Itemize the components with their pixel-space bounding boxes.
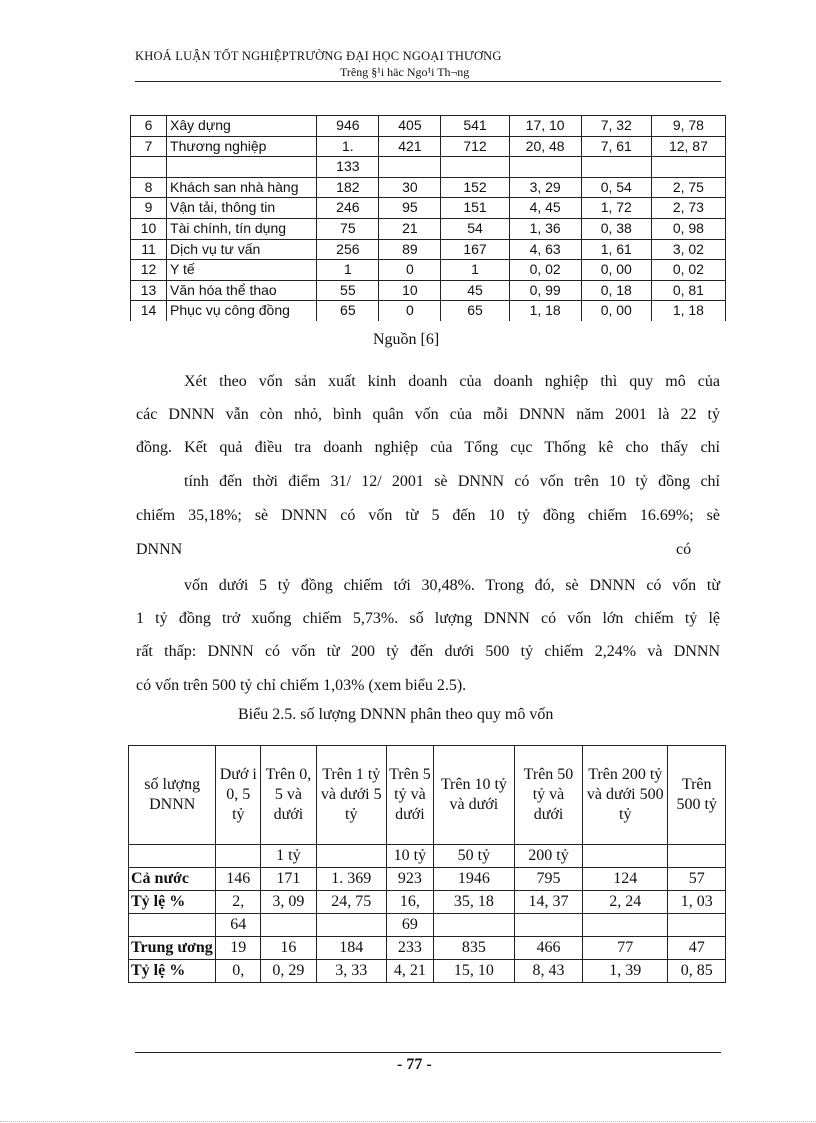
table-cell: 3, 09 bbox=[261, 891, 316, 914]
table-cell: 0, 81 bbox=[651, 280, 725, 301]
table-cell: 124 bbox=[583, 868, 668, 891]
table-cell: 0, 38 bbox=[581, 218, 651, 239]
column-subheader bbox=[668, 845, 726, 868]
table-cell: 256 bbox=[317, 239, 379, 260]
table-cell: 1, 36 bbox=[509, 218, 581, 239]
table-cell: 8, 43 bbox=[514, 960, 582, 983]
table-row bbox=[131, 280, 726, 301]
table-cell: 12 bbox=[131, 260, 167, 281]
table-cell: Dịch vụ tư vấn bbox=[167, 239, 317, 260]
table-cell: 65 bbox=[441, 301, 509, 321]
table-row bbox=[131, 136, 726, 157]
column-header: Trên 50 tỷ và dưới bbox=[514, 746, 582, 845]
table-cell: 19 bbox=[216, 937, 261, 960]
table-cell: 0 bbox=[379, 260, 441, 281]
table-cell: 184 bbox=[316, 937, 386, 960]
table-cell: 54 bbox=[441, 218, 509, 239]
table-cell: 0 bbox=[379, 301, 441, 321]
page-number: - 77 - bbox=[397, 1056, 432, 1073]
table-cell: 3, 02 bbox=[651, 239, 725, 260]
table-row bbox=[131, 157, 726, 178]
table-cell bbox=[509, 157, 581, 178]
table-cell: 0, 29 bbox=[261, 960, 316, 983]
table-cell: 182 bbox=[317, 177, 379, 198]
table-cell: 2, 75 bbox=[651, 177, 725, 198]
column-subheader: 50 tỷ bbox=[433, 845, 514, 868]
paragraph-line: DNNN bbox=[136, 541, 183, 558]
table-cell: 405 bbox=[379, 116, 441, 137]
table-cell: 21 bbox=[379, 218, 441, 239]
table-cell: 95 bbox=[379, 198, 441, 219]
column-subheader bbox=[129, 845, 216, 868]
table-cell: Văn hóa thể thao bbox=[167, 280, 317, 301]
table-cell bbox=[167, 157, 317, 178]
column-header: Trên 10 tỷ và dưới bbox=[433, 746, 514, 845]
table-cell: 171 bbox=[261, 868, 316, 891]
table-cell: 1, 72 bbox=[581, 198, 651, 219]
table-cell: Khách san nhà hàng bbox=[167, 177, 317, 198]
table-cell: 45 bbox=[441, 280, 509, 301]
table-cell: 57 bbox=[668, 868, 726, 891]
column-header: Trên 0, 5 và dưới bbox=[261, 746, 316, 845]
table-cell: 1, 18 bbox=[509, 301, 581, 321]
table-cell: Tỷ lệ % bbox=[129, 960, 216, 983]
table-cell: 6 bbox=[131, 116, 167, 137]
paragraph-line: chiếm 35,18%; sè DNNN có vốn từ 5 đến 10 tỷ đồng chiếm 16.69%; sè bbox=[136, 507, 720, 524]
table-cell: 1, 39 bbox=[583, 960, 668, 983]
table-cell: 0, 99 bbox=[509, 280, 581, 301]
paragraph-line: vốn dưới 5 tỷ đồng chiếm tới 30,48%. Trong đó, sè DNNN có vốn từ bbox=[184, 577, 720, 594]
table-cell bbox=[433, 914, 514, 937]
table-cell: 2, bbox=[216, 891, 261, 914]
table-cell: 20, 48 bbox=[509, 136, 581, 157]
table-cell: 152 bbox=[441, 177, 509, 198]
table-cell: 1946 bbox=[433, 868, 514, 891]
table-row bbox=[129, 960, 726, 983]
table-cell: 712 bbox=[441, 136, 509, 157]
table-caption: Biểu 2.5. số lượng DNNN phân theo quy mô vốn bbox=[238, 706, 554, 723]
column-header: Trên 5 tỷ và dưới bbox=[386, 746, 433, 845]
table-cell: 30 bbox=[379, 177, 441, 198]
paragraph-line: có bbox=[676, 541, 692, 558]
table-row bbox=[131, 198, 726, 219]
table-cell: 2, 24 bbox=[583, 891, 668, 914]
paragraph-line: đồng. Kết quả điều tra doanh nghiệp của Tổng cục Thống kê cho thấy chỉ bbox=[136, 439, 720, 456]
table-cell: 133 bbox=[317, 157, 379, 178]
table-cell: 233 bbox=[386, 937, 433, 960]
table-cell: 11 bbox=[131, 239, 167, 260]
table-subheader-row bbox=[129, 845, 726, 868]
table-cell: 795 bbox=[514, 868, 582, 891]
column-header: Trên 500 tỷ bbox=[668, 746, 726, 845]
table-row bbox=[129, 914, 726, 937]
paragraph-line: tính đến thời điểm 31/ 12/ 2001 sè DNNN có vốn trên 10 tỷ đồng chỉ bbox=[184, 473, 720, 490]
table-cell: 4, 45 bbox=[509, 198, 581, 219]
table-cell: 10 bbox=[379, 280, 441, 301]
table-cell bbox=[129, 914, 216, 937]
table-cell bbox=[441, 157, 509, 178]
table-cell bbox=[316, 914, 386, 937]
table-cell: 1, 61 bbox=[581, 239, 651, 260]
table-cell: Cả nước bbox=[129, 868, 216, 891]
table-cell: 47 bbox=[668, 937, 726, 960]
column-subheader: 200 tỷ bbox=[514, 845, 582, 868]
paragraph-line: các DNNN vẫn còn nhỏ, bình quân vốn của mỗi DNNN năm 2001 là 22 tỷ bbox=[136, 406, 720, 423]
table-cell: 15, 10 bbox=[433, 960, 514, 983]
capital-scale-table bbox=[128, 745, 726, 983]
table-cell bbox=[131, 157, 167, 178]
table-cell: 0, 98 bbox=[651, 218, 725, 239]
table-cell: 1. bbox=[317, 136, 379, 157]
table-cell: 0, 54 bbox=[581, 177, 651, 198]
table-cell: 0, 00 bbox=[581, 301, 651, 321]
table-row bbox=[131, 301, 726, 321]
table-cell: 77 bbox=[583, 937, 668, 960]
table-cell: 0, 02 bbox=[651, 260, 725, 281]
table-cell: Xây dựng bbox=[167, 116, 317, 137]
footer-divider bbox=[135, 1052, 721, 1053]
table-row bbox=[131, 177, 726, 198]
table-cell: Y tế bbox=[167, 260, 317, 281]
table-cell: 7, 32 bbox=[581, 116, 651, 137]
column-header: Trên 1 tỷ và dưới 5 tỷ bbox=[316, 746, 386, 845]
table-cell: Tỷ lệ % bbox=[129, 891, 216, 914]
table-cell bbox=[514, 914, 582, 937]
paragraph-line: Xét theo vốn sản xuất kinh doanh của doanh nghiệp thì quy mô của bbox=[184, 373, 720, 390]
table-cell: 1, 03 bbox=[668, 891, 726, 914]
sector-table bbox=[130, 115, 726, 321]
page-edge bbox=[0, 1121, 816, 1122]
table-cell: 7 bbox=[131, 136, 167, 157]
table-cell: 35, 18 bbox=[433, 891, 514, 914]
table-cell: 89 bbox=[379, 239, 441, 260]
table-header-row bbox=[129, 746, 726, 845]
table-cell bbox=[668, 914, 726, 937]
column-subheader: 1 tỷ bbox=[261, 845, 316, 868]
table-cell: 75 bbox=[317, 218, 379, 239]
table-cell: 0, bbox=[216, 960, 261, 983]
table-cell: 4, 63 bbox=[509, 239, 581, 260]
column-header: Trên 200 tỷ và dưới 500 tỷ bbox=[583, 746, 668, 845]
table-cell: 14, 37 bbox=[514, 891, 582, 914]
table-cell: 466 bbox=[514, 937, 582, 960]
table-cell: 3, 33 bbox=[316, 960, 386, 983]
table-cell: 1, 18 bbox=[651, 301, 725, 321]
table-cell: Vận tải, thông tin bbox=[167, 198, 317, 219]
column-subheader bbox=[316, 845, 386, 868]
table-cell: 16 bbox=[261, 937, 316, 960]
table-cell: 12, 87 bbox=[651, 136, 725, 157]
table-cell: 65 bbox=[317, 301, 379, 321]
column-subheader bbox=[583, 845, 668, 868]
table-row bbox=[131, 218, 726, 239]
paragraph-line: rất thấp: DNNN có vốn từ 200 tỷ đến dưới 500 tỷ chiếm 2,24% và DNNN bbox=[136, 643, 720, 660]
table-cell: 10 bbox=[131, 218, 167, 239]
table-cell bbox=[583, 914, 668, 937]
table-cell bbox=[651, 157, 725, 178]
table-cell: 1 bbox=[441, 260, 509, 281]
table-cell: 1 bbox=[317, 260, 379, 281]
table-cell: 541 bbox=[441, 116, 509, 137]
table-cell: 835 bbox=[433, 937, 514, 960]
table-cell bbox=[379, 157, 441, 178]
table-row bbox=[129, 868, 726, 891]
table-cell: Phục vụ công đồng bbox=[167, 301, 317, 321]
table-cell: Trung ương bbox=[129, 937, 216, 960]
table-cell: 17, 10 bbox=[509, 116, 581, 137]
table-row bbox=[129, 891, 726, 914]
table-cell: 8 bbox=[131, 177, 167, 198]
table-cell: 0, 02 bbox=[509, 260, 581, 281]
column-header: số lượng DNNN bbox=[129, 746, 216, 845]
table-cell: 13 bbox=[131, 280, 167, 301]
column-subheader bbox=[216, 845, 261, 868]
table-cell: 146 bbox=[216, 868, 261, 891]
table-cell: 1. 369 bbox=[316, 868, 386, 891]
header-divider bbox=[135, 81, 721, 82]
table-cell: 69 bbox=[386, 914, 433, 937]
source-note: Nguồn [6] bbox=[373, 331, 440, 348]
table-row bbox=[131, 239, 726, 260]
table-cell: 167 bbox=[441, 239, 509, 260]
table-cell: 3, 29 bbox=[509, 177, 581, 198]
column-subheader: 10 tỷ bbox=[386, 845, 433, 868]
table-row bbox=[131, 260, 726, 281]
table-cell: 0, 00 bbox=[581, 260, 651, 281]
table-row bbox=[131, 116, 726, 137]
table-cell: 151 bbox=[441, 198, 509, 219]
table-cell: Tài chính, tín dụng bbox=[167, 218, 317, 239]
table-cell: 14 bbox=[131, 301, 167, 321]
table-cell: 2, 73 bbox=[651, 198, 725, 219]
table-cell: 55 bbox=[317, 280, 379, 301]
column-header: Dướ i 0, 5 tỷ bbox=[216, 746, 261, 845]
table-cell: Thương nghiệp bbox=[167, 136, 317, 157]
table-row bbox=[129, 937, 726, 960]
table-cell: 0, 18 bbox=[581, 280, 651, 301]
table-cell: 246 bbox=[317, 198, 379, 219]
header-title: KHOÁ LUẬN TỐT NGHIỆPTRƯỜNG ĐẠI HỌC NGOẠI THƯƠNG bbox=[135, 49, 502, 63]
table-cell: 24, 75 bbox=[316, 891, 386, 914]
table-cell: 16, bbox=[386, 891, 433, 914]
paragraph-line: 1 tỷ đồng trở xuống chiếm 5,73%. số lượng DNNN có vốn lớn chiếm tỷ lệ bbox=[136, 610, 720, 627]
paragraph-line: có vốn trên 500 tỷ chỉ chiếm 1,03% (xem biểu 2.5). bbox=[136, 677, 467, 694]
table-cell: 7, 61 bbox=[581, 136, 651, 157]
table-cell: 64 bbox=[216, 914, 261, 937]
table-cell: 0, 85 bbox=[668, 960, 726, 983]
table-cell: 946 bbox=[317, 116, 379, 137]
table-cell bbox=[261, 914, 316, 937]
header-subtitle: Trêng §¹i häc Ngo¹i Th¬ng bbox=[340, 65, 470, 79]
table-cell: 9, 78 bbox=[651, 116, 725, 137]
table-cell: 4, 21 bbox=[386, 960, 433, 983]
table-cell: 9 bbox=[131, 198, 167, 219]
table-cell: 421 bbox=[379, 136, 441, 157]
table-cell bbox=[581, 157, 651, 178]
table-cell: 923 bbox=[386, 868, 433, 891]
